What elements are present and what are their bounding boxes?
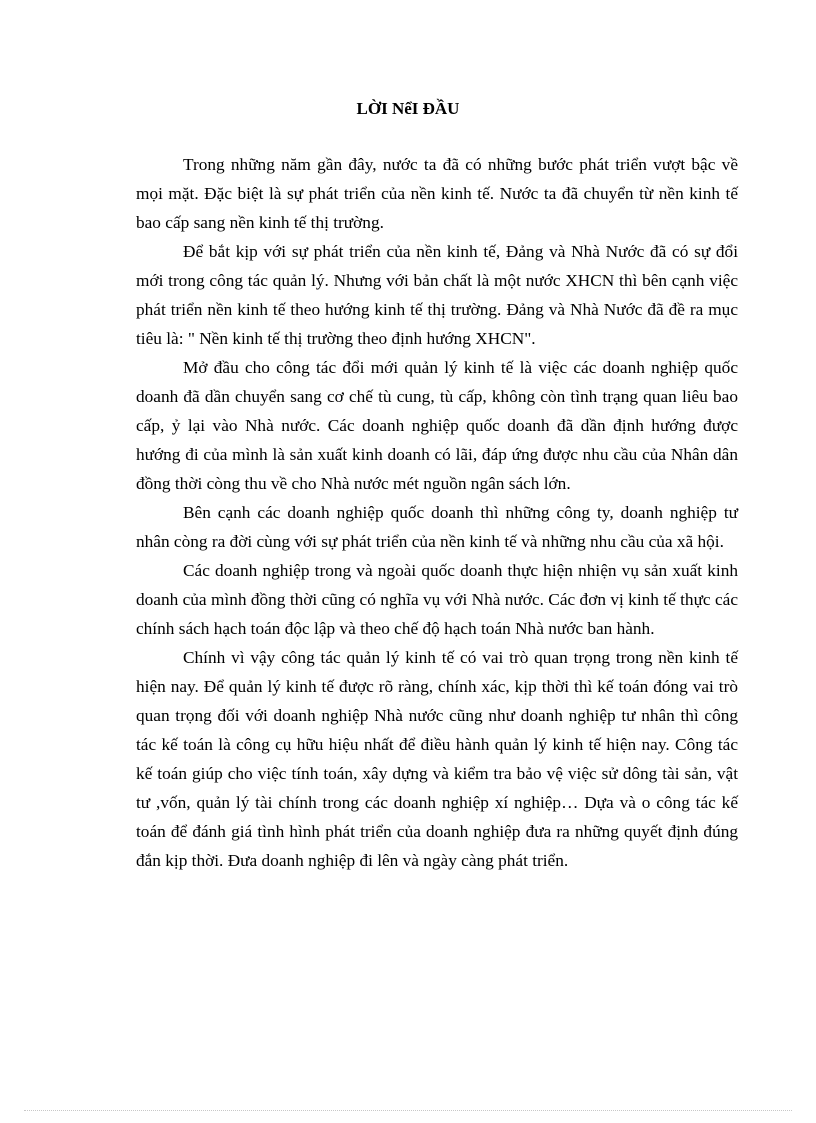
paragraph-4: Bên cạnh các doanh nghiệp quốc doanh thì những công ty, doanh nghiệp tư nhân còng ra đời cùng với sự phát triển của nền kinh tế và những nhu cầu của xã hội. xyxy=(136,503,738,551)
paragraph-3: Mở đầu cho công tác đổi mới quản lý kinh tế là việc các doanh nghiệp quốc doanh đã dần chuyển sang cơ chế tù cung, tù cấp, không còn tình trạng quan liêu bao cấp, ỷ lại vào Nhà nước. Các doanh nghiệp quốc doanh đã dần định hướng được hướng đi của mình là sản xuất kinh doanh có lãi, đáp ứng được nhu cầu của Nhân dân đồng thời còng thu về cho Nhà nước mét nguồn ngân sách lớn. xyxy=(136,358,738,493)
paragraph-1: Trong những năm gần đây, nước ta đã có những bước phát triển vượt bậc về mọi mặt. Đặc biệt là sự phát triển của nền kinh tế. Nước ta đã chuyển từ nền kinh tế bao cấp sang nền kinh tế thị trường. xyxy=(136,155,738,232)
page-bottom-divider xyxy=(24,1110,792,1111)
paragraph-6: Chính vì vậy công tác quản lý kinh tế có vai trò quan trọng trong nền kinh tế hiện nay. Để quản lý kinh tế được rõ ràng, chính xác, kịp thời thì kế toán đóng vai trò quan trọng đối với doanh nghiệp Nhà nước cũng như doanh nghiệp tư nhân thì công tác kế toán là công cụ hữu hiệu nhất để điều hành quản lý kinh tế hiện nay. Công tác kế toán giúp cho việc tính toán, xây dựng và kiểm tra bảo vệ việc sử dông tài sản, vật tư ,vốn, quản lý tài chính trong các doanh nghiệp xí nghiệp… Dựa và o công tác kế toán để đánh giá tình hình phát triển của doanh nghiệp đưa ra những quyết định đúng đắn kịp thời. Đưa doanh nghiệp đi lên và ngày càng phát triển. xyxy=(136,648,738,870)
body-text xyxy=(136,150,738,875)
paragraph-2: Để bắt kịp với sự phát triển của nền kinh tế, Đảng và Nhà Nước đã có sự đổi mới trong công tác quản lý. Nhưng với bản chất là một nước XHCN thì bên cạnh việc phát triển nền kinh tế theo hướng kinh tế thị trường. Đảng và Nhà Nước đã đề ra mục tiêu là: " Nền kinh tế thị trường theo định hướng XHCN". xyxy=(136,242,738,348)
page-title: LỜI NểI ĐẦU xyxy=(356,99,460,118)
paragraph-5: Các doanh nghiệp trong và ngoài quốc doanh thực hiện nhiện vụ sản xuất kinh doanh của mình đồng thời cũng có nghĩa vụ với Nhà nước. Các đơn vị kinh tế thực các chính sách hạch toán độc lập và theo chế độ hạch toán Nhà nước ban hành. xyxy=(136,561,738,638)
